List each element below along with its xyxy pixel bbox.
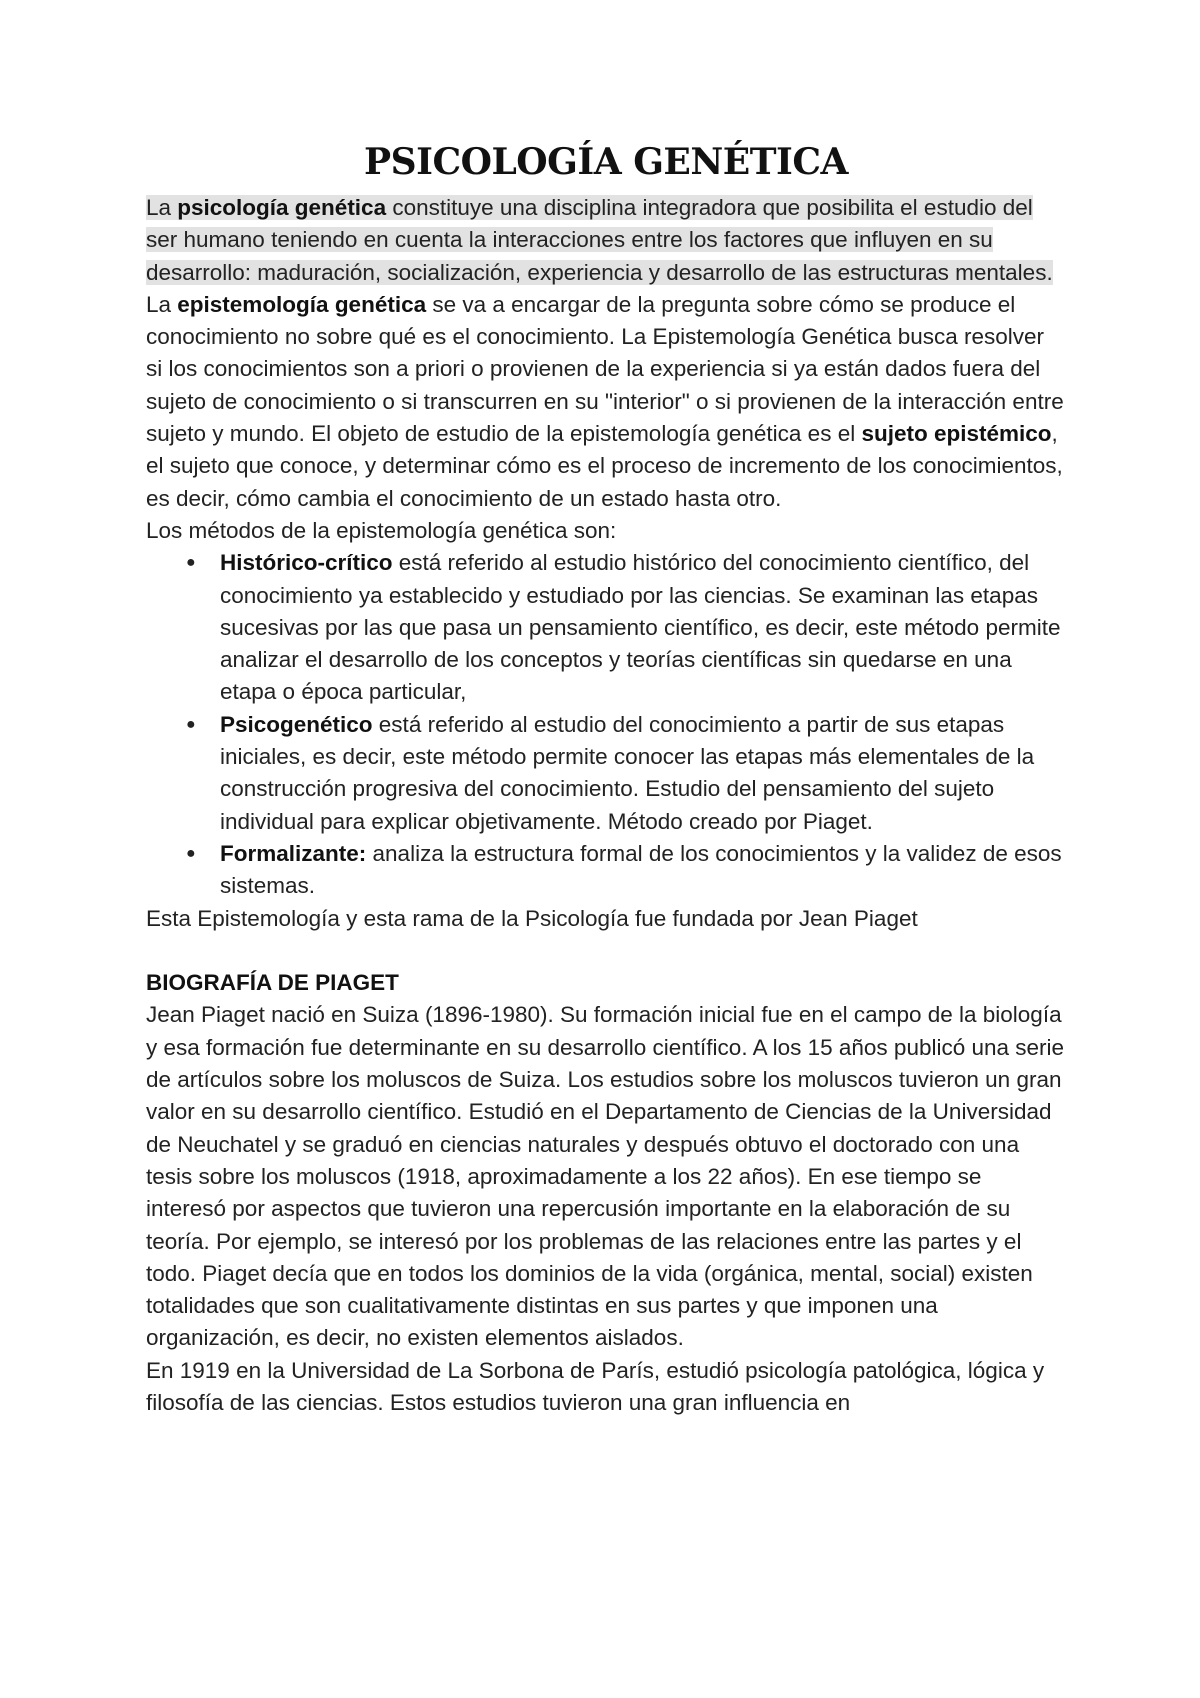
method-term: Psicogenético bbox=[220, 711, 373, 737]
intro-term: psicología genética bbox=[177, 195, 387, 220]
bullet-icon: ● bbox=[186, 715, 196, 733]
list-item bbox=[146, 838, 1066, 903]
epistemology-text: se va a encargar de la pregunta sobre cómo se produce el conocimiento no sobre qué es el conocimiento. La Epistemología Genética busca resolver si los conocimientos son a priori o provienen de la experiencia si ya están dados fuera del sujeto de conocimiento o si transcurren en su "interior" o si provienen de la interacción entre sujeto y mundo. El objeto de estudio de la epistemología genética es el bbox=[146, 291, 1064, 447]
method-text: analiza la estructura formal de los conocimientos y la validez de esos sistemas. bbox=[220, 840, 1062, 899]
list-item bbox=[146, 709, 1066, 838]
method-text: está referido al estudio histórico del conocimiento científico, del conocimiento ya establecido y estudiado por las ciencias. Se examinan las etapas sucesivas por las que pasa un pensamiento científico, es decir, este método permite analizar el desarrollo de los conceptos y teorías científicas sin quedarse en una etapa o época particular, bbox=[220, 550, 1061, 705]
highlighted-intro bbox=[146, 195, 1053, 285]
epistemology-text-end: , el sujeto que conoce, y determinar cómo es el proceso de incremento de los conocimientos, es decir, cómo cambia el conocimiento de un estado hasta otro. bbox=[146, 421, 1063, 511]
biography-paragraph-2: En 1919 en la Universidad de La Sorbona de París, estudió psicología patológica, lógica y filosofía de las ciencias. Estos estudios tuvieron una gran influencia en bbox=[146, 1357, 1045, 1415]
intro-paragraph bbox=[146, 192, 1066, 289]
bullet-icon: ● bbox=[186, 844, 196, 862]
list-item bbox=[146, 547, 1066, 708]
bullet-icon: ● bbox=[186, 554, 196, 572]
intro-text: constituye una disciplina integradora que posibilita el estudio del ser humano teniendo en cuenta la interacciones entre los factores que influyen en su desarrollo: maduración, socialización, experiencia y desarrollo de las estructuras mentales. bbox=[146, 195, 1053, 285]
intro-pre: La bbox=[146, 195, 178, 220]
epistemic-subject-term: sujeto epistémico bbox=[861, 421, 1052, 447]
methods-list bbox=[146, 547, 1066, 902]
founder-paragraph: Esta Epistemología y esta rama de la Psicología fue fundada por Jean Piaget bbox=[146, 905, 918, 931]
method-term: Formalizante: bbox=[220, 840, 367, 866]
biography-heading: BIOGRAFÍA DE PIAGET bbox=[146, 970, 399, 996]
epistemology-paragraph bbox=[146, 289, 1066, 515]
method-text: está referido al estudio del conocimiento a partir de sus etapas iniciales, es decir, este método permite conocer las etapas más elementales de la construcción progresiva del conocimiento. Estudio del pensamiento del sujeto individual para explicar objetivamente. Método creado por Piaget. bbox=[220, 711, 1035, 834]
methods-intro: Los métodos de la epistemología genética son: bbox=[146, 517, 617, 543]
biography-paragraph-1: Jean Piaget nació en Suiza (1896-1980). Su formación inicial fue en el campo de la biología y esa formación fue determinante en su desarrollo científico. A los 15 años publicó una serie de artículos sobre los moluscos de Suiza. Los estudios sobre los moluscos tuvieron un gran valor en su desarrollo científico. Estudió en el Departamento de Ciencias de la Universidad de Neuchatel y se graduó en ciencias naturales y después obtuvo el doctorado con una tesis sobre los moluscos (1918, aproximadamente a los 22 años). En ese tiempo se interesó por aspectos que tuvieron una repercusión importante en la elaboración de su teoría. Por ejemplo, se interesó por los problemas de las relaciones entre las partes y el todo. Piaget decía que en todos los dominios de la vida (orgánica, mental, social) existen totalidades que son cualitativamente distintas en sus partes y que imponen una organización, es decir, no existen elementos aislados. bbox=[146, 1002, 1065, 1351]
epistemology-pre: La bbox=[146, 291, 178, 317]
document-content bbox=[146, 140, 1066, 1419]
epistemology-term: epistemología genética bbox=[177, 291, 427, 317]
page-title: PSICOLOGÍA GENÉTICA bbox=[364, 141, 848, 183]
method-term: Histórico-crítico bbox=[220, 550, 393, 576]
spacer bbox=[146, 935, 1066, 967]
